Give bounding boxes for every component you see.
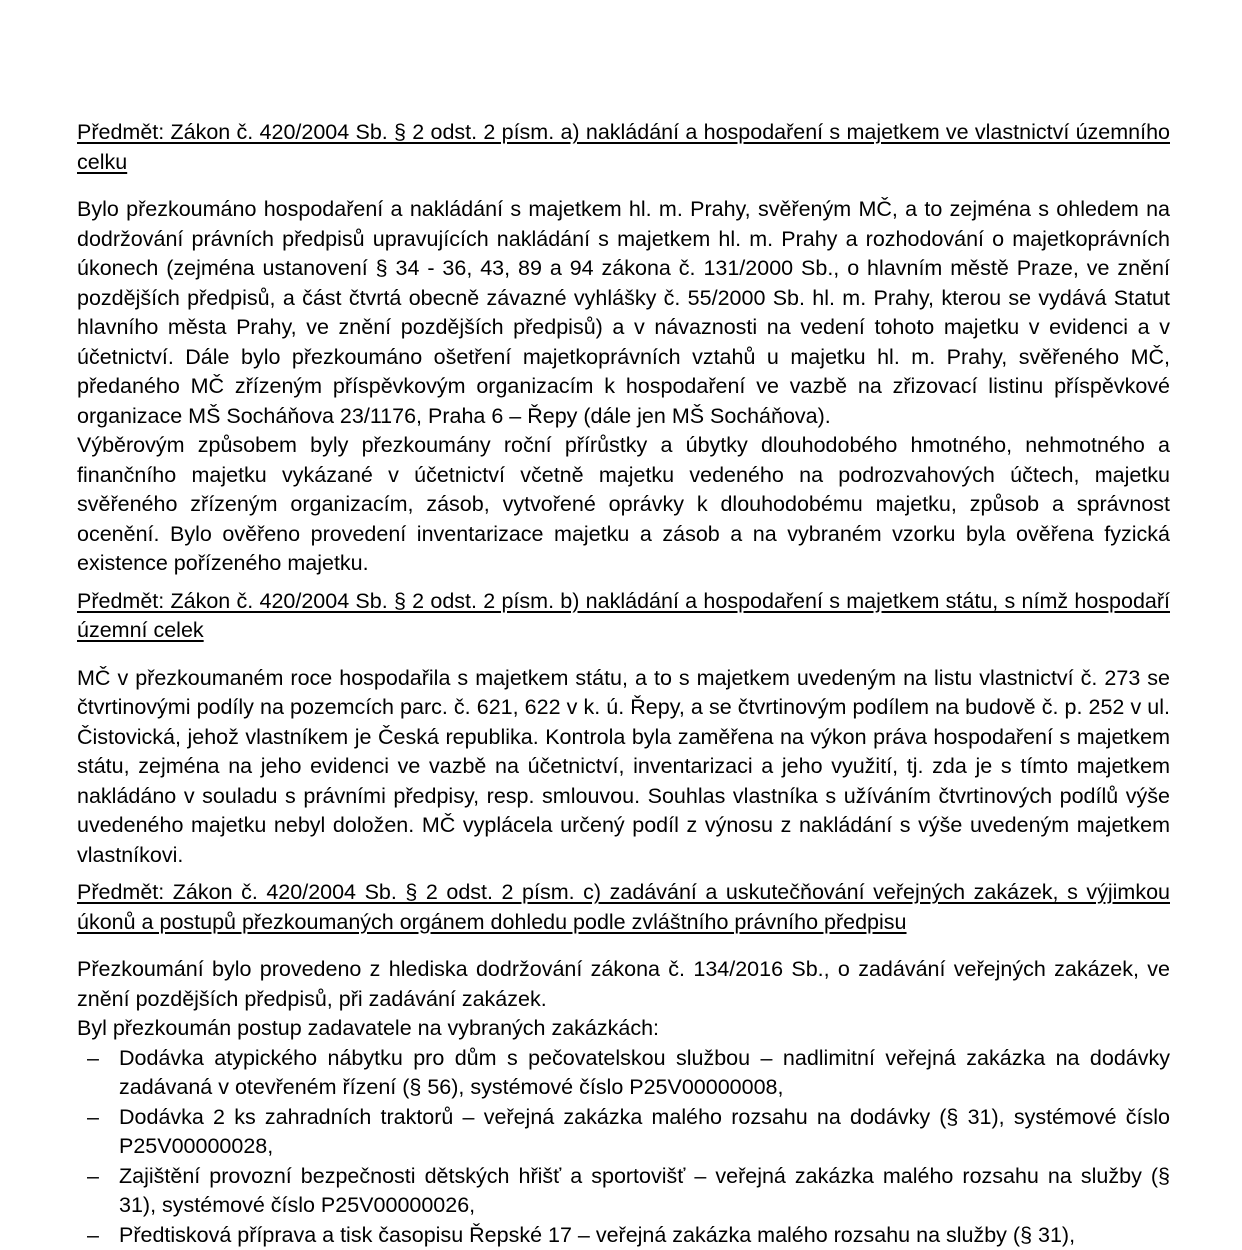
dash-bullet: –	[87, 1044, 99, 1074]
section-c-paragraph-1: Přezkoumání bylo provedeno z hlediska dodržování zákona č. 134/2016 Sb., o zadávání veřejných zakázek, ve znění pozdějších předpisů, při zadávání zakázek.	[77, 955, 1170, 1014]
contract-list	[77, 1044, 1170, 1250]
list-item	[77, 1044, 1170, 1103]
section-a-paragraph-2: Výběrovým způsobem byly přezkoumány roční přírůstky a úbytky dlouhodobého hmotného, nehmotného a finančního majetku vykázané v účetnictví včetně majetku vedeného na podrozvahových účtech, majetku svěřeného zřízeným organizacím, zásob, vytvořené oprávky k dlouhodobému majetku, způsob a správnost ocenění. Bylo ověřeno provedení inventarizace majetku a zásob a na vybraném vzorku byla ověřena fyzická existence pořízeného majetku.	[77, 431, 1170, 579]
list-item	[77, 1221, 1170, 1250]
list-item	[77, 1162, 1170, 1221]
section-heading-a: Předmět: Zákon č. 420/2004 Sb. § 2 odst. 2 písm. a) nakládání a hospodaření s majetkem ve vlastnictví územního celku	[77, 118, 1170, 177]
section-a-paragraph-1: Bylo přezkoumáno hospodaření a nakládání s majetkem hl. m. Prahy, svěřeným MČ, a to zejména s ohledem na dodržování právních předpisů upravujících nakládání s majetkem hl. m. Prahy a rozhodování o majetkoprávních úkonech (zejména ustanovení § 34 - 36, 43, 89 a 94 zákona č. 131/2000 Sb., o hlavním městě Praze, ve znění pozdějších předpisů, a část čtvrtá obecně závazné vyhlášky č. 55/2000 Sb. hl. m. Prahy, kterou se vydává Statut hlavního města Prahy, ve znění pozdějších předpisů) a v návaznosti na vedení tohoto majetku v evidenci a v účetnictví. Dále bylo přezkoumáno ošetření majetkoprávních vztahů u majetku hl. m. Prahy, svěřeného MČ, předaného MČ zřízeným příspěvkovým organizacím k hospodaření ve vazbě na zřizovací listinu příspěvkové organizace MŠ Socháňova 23/1176, Praha 6 – Řepy (dále jen MŠ Socháňova).	[77, 195, 1170, 431]
section-heading-b: Předmět: Zákon č. 420/2004 Sb. § 2 odst. 2 písm. b) nakládání a hospodaření s majetkem státu, s nímž hospodaří územní celek	[77, 587, 1170, 646]
list-item-text: Předtisková příprava a tisk časopisu Řepské 17 – veřejná zakázka malého rozsahu na služby (§ 31),	[119, 1223, 1075, 1247]
list-item-text: Zajištění provozní bezpečnosti dětských hřišť a sportovišť – veřejná zakázka malého rozsahu na služby (§ 31), systémové číslo P25V00000026,	[119, 1164, 1170, 1218]
dash-bullet: –	[87, 1221, 99, 1250]
section-b-paragraph-1: MČ v přezkoumaném roce hospodařila s majetkem státu, a to s majetkem uvedeným na listu vlastnictví č. 273 se čtvrtinovými podíly na pozemcích parc. č. 621, 622 v k. ú. Řepy, a se čtvrtinovým podílem na budově č. p. 252 v ul. Čistovická, jehož vlastníkem je Česká republika. Kontrola byla zaměřena na výkon práva hospodaření s majetkem státu, zejména na jeho evidenci ve vazbě na účetnictví, inventarizaci a jeho využití, tj. zda je s tímto majetkem nakládáno v souladu s právními předpisy, resp. smlouvou. Souhlas vlastníka s užíváním čtvrtinových podílů výše uvedeného majetku nebyl doložen. MČ vyplácela určený podíl z výnosu z nakládání s výše uvedeným majetkem vlastníkovi.	[77, 664, 1170, 871]
section-c-paragraph-2: Byl přezkoumán postup zadavatele na vybraných zakázkách:	[77, 1014, 1170, 1044]
dash-bullet: –	[87, 1162, 99, 1192]
list-item	[77, 1103, 1170, 1162]
list-item-text: Dodávka atypického nábytku pro dům s pečovatelskou službou – nadlimitní veřejná zakázka na dodávky zadávaná v otevřeném řízení (§ 56), systémové číslo P25V00000008,	[119, 1046, 1170, 1100]
list-item-text: Dodávka 2 ks zahradních traktorů – veřejná zakázka malého rozsahu na dodávky (§ 31), systémové číslo P25V00000028,	[119, 1105, 1170, 1159]
document-page	[77, 118, 1170, 1250]
dash-bullet: –	[87, 1103, 99, 1133]
section-heading-c: Předmět: Zákon č. 420/2004 Sb. § 2 odst. 2 písm. c) zadávání a uskutečňování veřejných zakázek, s výjimkou úkonů a postupů přezkoumaných orgánem dohledu podle zvláštního právního předpisu	[77, 878, 1170, 937]
